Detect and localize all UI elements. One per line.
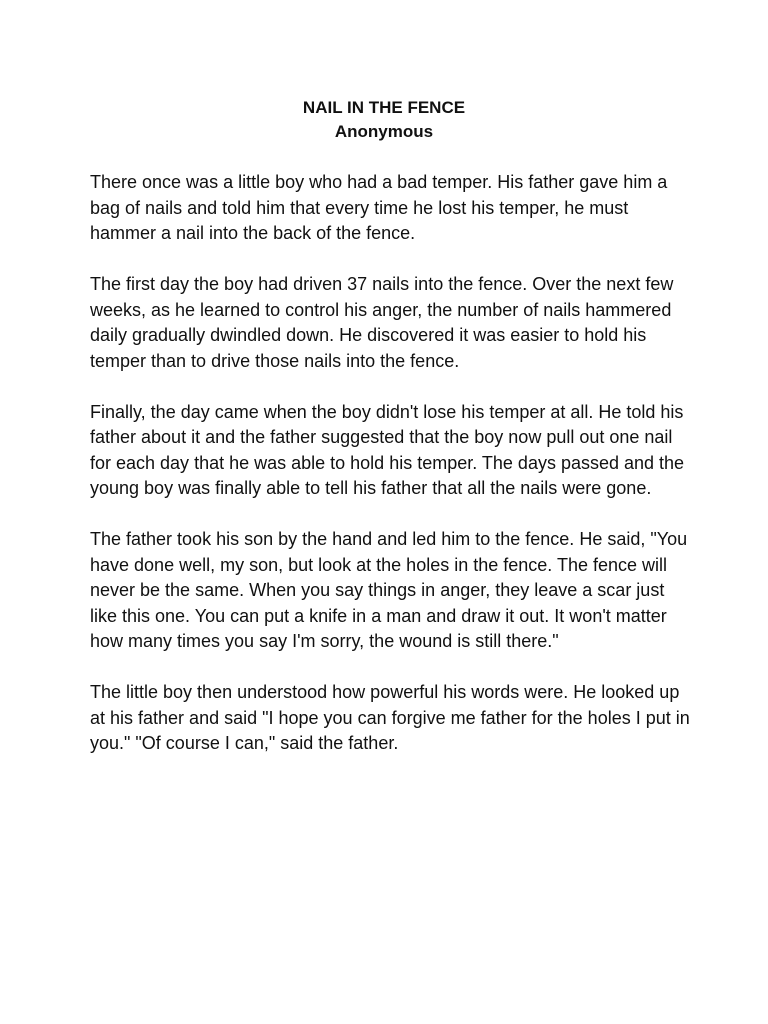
document-body bbox=[90, 170, 690, 782]
document-header bbox=[0, 96, 768, 144]
paragraph: There once was a little boy who had a bad temper. His father gave him a bag of nails and told him that every time he lost his temper, he must hammer a nail into the back of the fence. bbox=[90, 172, 668, 243]
document-author: Anonymous bbox=[334, 122, 434, 141]
paragraph: The first day the boy had driven 37 nails into the fence. Over the next few weeks, as he learned to control his anger, the number of nails hammered daily gradually dwindled down. He discovered it was easier to hold his temper than to drive those nails into the fence. bbox=[90, 274, 674, 371]
paragraph: The little boy then understood how powerful his words were. He looked up at his father and said "I hope you can forgive me father for the holes I put in you." "Of course I can," said the father. bbox=[90, 682, 690, 753]
paragraph: Finally, the day came when the boy didn't lose his temper at all. He told his father about it and the father suggested that the boy now pull out one nail for each day that he was able to hold his temper. The days passed and the young boy was finally able to tell his father that all the nails were gone. bbox=[90, 401, 685, 498]
document-title: NAIL IN THE FENCE bbox=[302, 98, 466, 117]
paragraph: The father took his son by the hand and led him to the fence. He said, "You have done well, my son, but look at the holes in the fence. The fence will never be the same. When you say things in anger, they leave a scar just like this one. You can put a knife in a man and draw it out. It won't matter how many times you say I'm sorry, the wound is still there." bbox=[90, 529, 688, 651]
